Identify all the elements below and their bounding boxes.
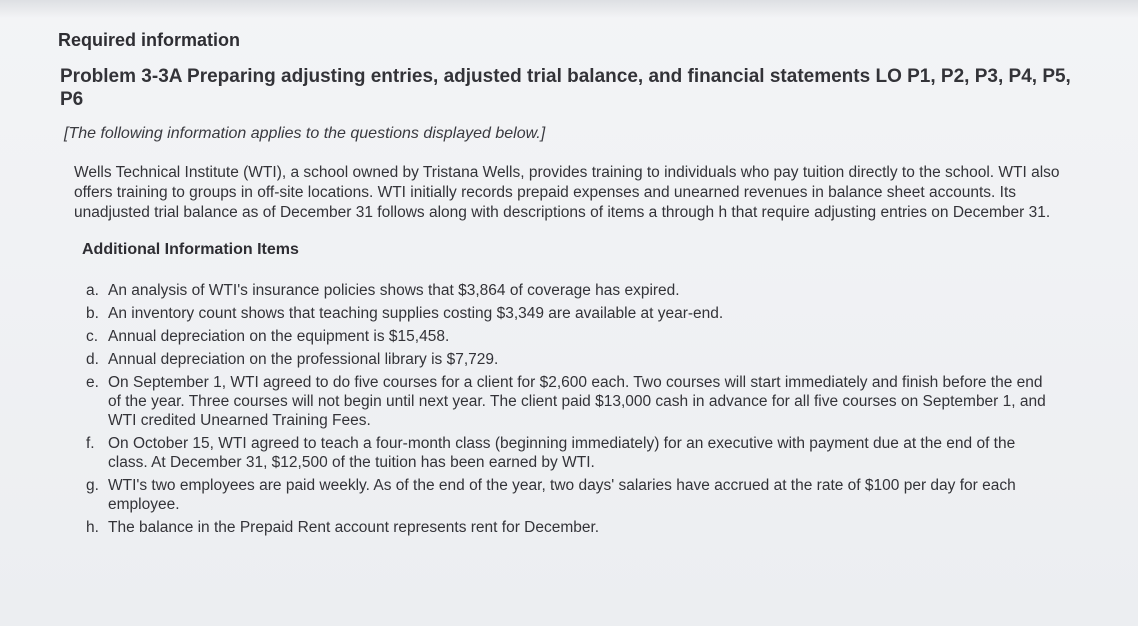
item-letter: h. [86, 519, 99, 536]
list-item [86, 350, 1108, 369]
list-item [86, 373, 1108, 430]
problem-description: Wells Technical Institute (WTI), a school owned by Tristana Wells, provides training to individuals who pay tuition directly to the school. WTI also offers training to groups in off-site locations. WTI initially records prepaid expenses and unearned revenues in balance sheet accounts. Its unadjusted trial balance as of December 31 follows along with descriptions of items a through h that require adjusting entries on December 31. [74, 164, 1060, 221]
item-text: WTI's two employees are paid weekly. As of the end of the year, two days' salaries have accrued at the rate of $100 per day for each employee. [108, 477, 1016, 513]
list-item [86, 304, 1108, 323]
problem-title: Problem 3-3A Preparing adjusting entries, adjusted trial balance, and financial statements LO P1, P2, P3, P4, P5, P6 [60, 66, 1071, 110]
item-text: On October 15, WTI agreed to teach a four-month class (beginning immediately) for an executive with payment due at the end of the class. At December 31, $12,500 of the tuition has been earned by WTI. [108, 435, 1016, 471]
list-item [86, 434, 1108, 472]
item-text: Annual depreciation on the equipment is $15,458. [108, 328, 450, 345]
document-content [58, 30, 1108, 541]
item-text: Annual depreciation on the professional library is $7,729. [108, 351, 499, 368]
item-text: An analysis of WTI's insurance policies shows that $3,864 of coverage has expired. [108, 282, 680, 299]
item-letter: f. [86, 435, 95, 452]
item-text: An inventory count shows that teaching supplies costing $3,349 are available at year-end. [108, 305, 724, 322]
item-letter: e. [86, 374, 99, 391]
item-letter: c. [86, 328, 99, 345]
item-text: The balance in the Prepaid Rent account represents rent for December. [108, 519, 600, 536]
item-letter: a. [86, 282, 99, 299]
item-text: On September 1, WTI agreed to do five courses for a client for $2,600 each. Two courses will start immediately and finish before the end of the year. Three courses will not begin until next year. The client paid $13,000 cash in advance for all five courses on September 1, and WTI credited Unearned Training Fees. [108, 374, 1046, 429]
item-letter: b. [86, 305, 99, 322]
item-letter: g. [86, 477, 99, 494]
additional-items-list [58, 281, 1108, 537]
required-information-label: Required information [58, 30, 241, 50]
list-item [86, 476, 1108, 514]
info-note: [The following information applies to the questions displayed below.] [64, 125, 546, 142]
page-shadow [0, 0, 1138, 18]
list-item [86, 327, 1108, 346]
item-letter: d. [86, 351, 99, 368]
additional-info-heading: Additional Information Items [82, 241, 299, 258]
list-item [86, 518, 1108, 537]
list-item [86, 281, 1108, 300]
